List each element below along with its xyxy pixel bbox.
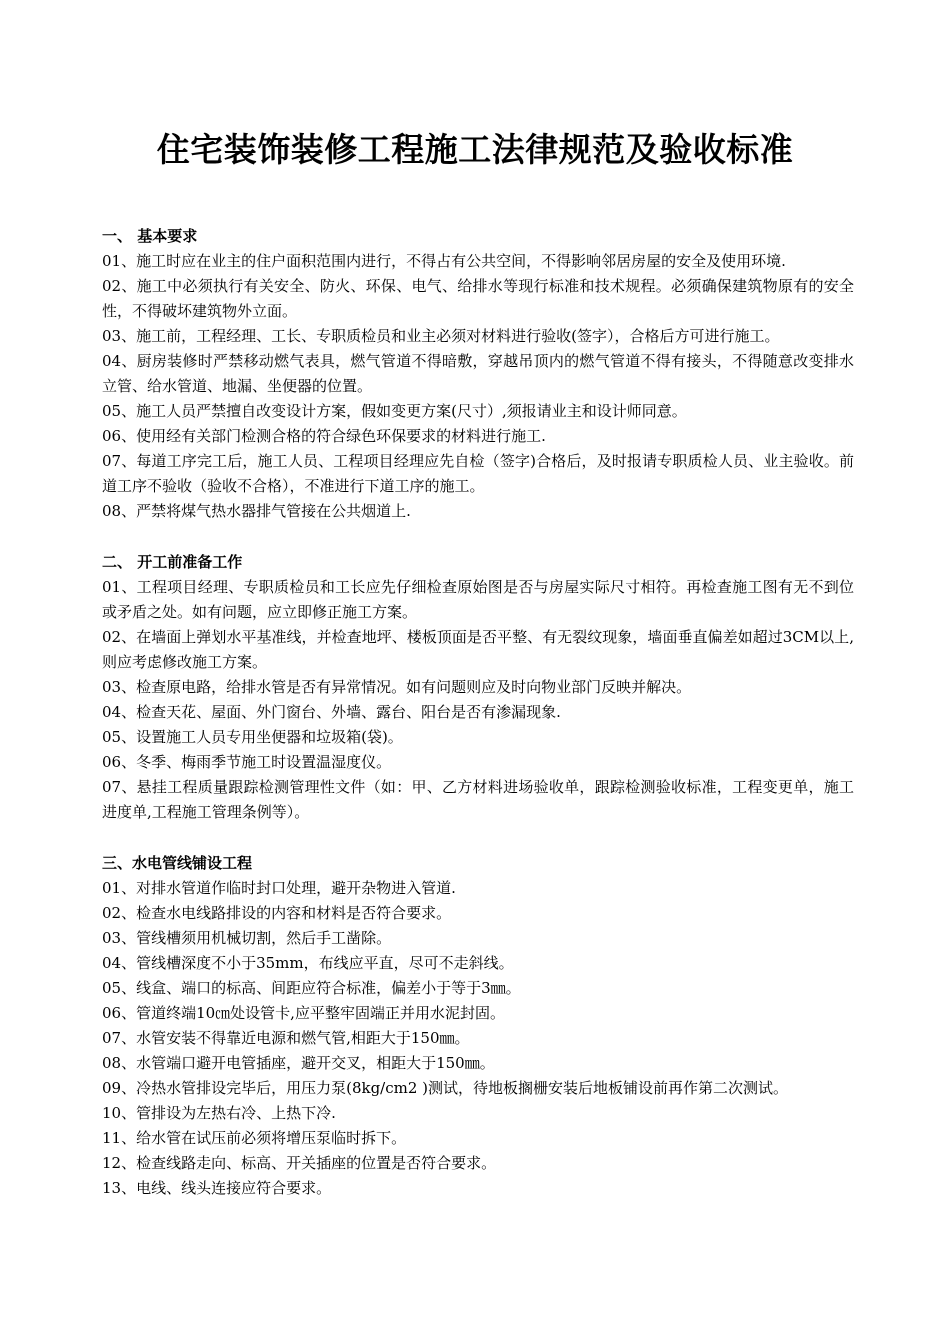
list-item: 05、施工人员严禁擅自改变设计方案，假如变更方案(尺寸）,须报请业主和设计师同意。	[102, 402, 687, 420]
list-item: 02、在墙面上弹划水平基准线，并检查地坪、楼板顶面是否平整、有无裂纹现象，墙面垂直偏差如超过3CM以上,则应考虑修改施工方案。	[102, 628, 854, 671]
list-item: 01、施工时应在业主的住户面积范围内进行，不得占有公共空间，不得影响邻居房屋的安全及使用环境.	[102, 252, 786, 270]
list-item: 04、厨房装修时严禁移动燃气表具，燃气管道不得暗敷，穿越吊顶内的燃气管道不得有接头，不得随意改变排水立管、给水管道、地漏、坐便器的位置。	[102, 352, 854, 395]
section-basic-requirements	[102, 224, 854, 524]
list-item: 08、严禁将煤气热水器排气管接在公共烟道上.	[102, 502, 411, 520]
section-heading: 一、 基本要求	[102, 227, 198, 245]
list-item: 01、工程项目经理、专职质检员和工长应先仔细检查原始图是否与房屋实际尺寸相符。再检查施工图有无不到位或矛盾之处。如有问题，应立即修正施工方案。	[102, 578, 854, 621]
list-item: 12、检查线路走向、标高、开关插座的位置是否符合要求。	[102, 1154, 497, 1172]
list-item: 09、冷热水管排设完毕后，用压力泵(8kg/cm2 )测试，待地板搁栅安装后地板铺设前再作第二次测试。	[102, 1079, 789, 1097]
list-item: 05、线盒、端口的标高、间距应符合标准，偏差小于等于3㎜。	[102, 979, 521, 997]
list-item: 04、管线槽深度不小于35mm，布线应平直，尽可不走斜线。	[102, 954, 514, 972]
list-item: 08、水管端口避开电管插座，避开交叉，相距大于150㎜。	[102, 1054, 495, 1072]
list-item: 06、使用经有关部门检测合格的符合绿色环保要求的材料进行施工.	[102, 427, 546, 445]
list-item: 13、电线、线头连接应符合要求。	[102, 1179, 332, 1197]
list-item: 04、检查天花、屋面、外门窗台、外墙、露台、阳台是否有渗漏现象.	[102, 703, 561, 721]
list-item: 05、设置施工人员专用坐便器和垃圾箱(袋)。	[102, 728, 403, 746]
list-item: 03、检查原电路，给排水管是否有异常情况。如有问题则应及时向物业部门反映并解决。	[102, 678, 692, 696]
list-item: 03、管线槽须用机械切割，然后手工凿除。	[102, 929, 392, 947]
list-item: 07、悬挂工程质量跟踪检测管理性文件（如：甲、乙方材料进场验收单，跟踪检测验收标准，工程变更单，施工进度单,工程施工管理条例等）。	[102, 778, 854, 821]
list-item: 10、管排设为左热右冷、上热下冷.	[102, 1104, 336, 1122]
section-heading: 二、 开工前准备工作	[102, 553, 243, 571]
list-item: 03、施工前，工程经理、工长、专职质检员和业主必须对材料进行验收(签字），合格后方可进行施工。	[102, 327, 780, 345]
list-item: 02、检查水电线路排设的内容和材料是否符合要求。	[102, 904, 452, 922]
list-item: 07、每道工序完工后，施工人员、工程项目经理应先自检（签字)合格后，及时报请专职质检人员、业主验收。前道工序不验收（验收不合格），不准进行下道工序的施工。	[102, 452, 854, 495]
section-plumbing-electrical	[102, 851, 854, 1201]
document-title: 住宅装饰装修工程施工法律规范及验收标准	[156, 130, 794, 169]
list-item: 06、冬季、梅雨季节施工时设置温湿度仪。	[102, 753, 392, 771]
list-item: 02、施工中必须执行有关安全、防火、环保、电气、给排水等现行标准和技术规程。必须确保建筑物原有的安全性，不得破坏建筑物外立面。	[102, 277, 854, 320]
list-item: 07、水管安装不得靠近电源和燃气管,相距大于150㎜。	[102, 1029, 470, 1047]
document-body	[102, 224, 854, 1227]
section-pre-construction	[102, 550, 854, 825]
section-heading: 三、水电管线铺设工程	[102, 854, 253, 872]
list-item: 11、给水管在试压前必须将增压泵临时拆下。	[102, 1129, 407, 1147]
list-item: 01、对排水管道作临时封口处理，避开杂物进入管道.	[102, 879, 456, 897]
list-item: 06、管道终端10㎝处设管卡,应平整牢固端正并用水泥封固。	[102, 1004, 505, 1022]
